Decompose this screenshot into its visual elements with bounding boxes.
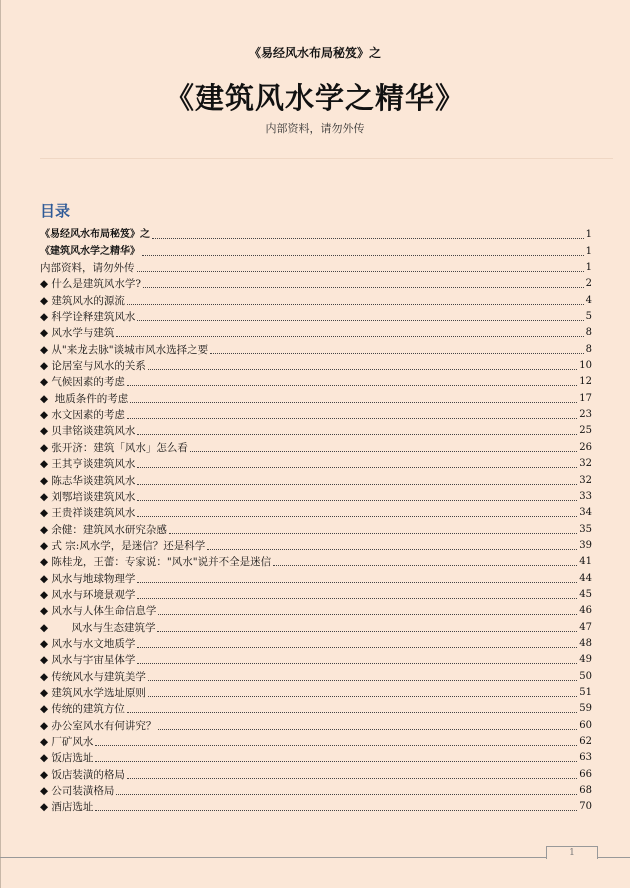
toc-entry[interactable] — [40, 667, 592, 683]
toc-entry-title: ◆ 建筑风水的源流 — [40, 294, 125, 307]
toc-entry-page: 34 — [579, 507, 592, 519]
toc-entry-page: 45 — [579, 588, 592, 600]
toc-dot-leader — [148, 368, 577, 370]
footer-divider — [0, 857, 546, 858]
toc-dot-leader — [127, 417, 577, 419]
toc-entry-title: 《易经风水布局秘笈》之 — [40, 229, 150, 241]
toc-dot-leader — [210, 352, 584, 354]
toc-entry-title: ◆ 风水与水文地质学 — [40, 637, 136, 650]
toc-dot-leader — [127, 384, 577, 386]
toc-dot-leader — [152, 237, 584, 239]
toc-entry-title: ◆ 什么是建筑风水学? — [40, 278, 142, 291]
toc-entry-page: 44 — [579, 572, 592, 584]
toc-dot-leader — [137, 597, 577, 599]
toc-entry-title: ◆ 饭店装潢的格局 — [40, 768, 125, 781]
toc-entry-page: 33 — [579, 490, 592, 502]
toc-dot-leader — [169, 532, 577, 534]
toc-entry-title: ◆ 传统风水与建筑美学 — [40, 670, 146, 683]
toc-entry[interactable] — [40, 684, 592, 700]
toc-entry-title: ◆ 风水与地球物理学 — [40, 572, 136, 585]
toc-dot-leader — [137, 466, 577, 468]
toc-entry-title: ◆ 论居室与风水的关系 — [40, 360, 146, 373]
toc-dot-leader — [143, 286, 584, 288]
toc-entry-title: ◆ 办公室风水有何讲究？ — [40, 719, 157, 732]
toc-entry-title: ◆ 张开济：建筑「风水」怎么看 — [40, 441, 188, 454]
toc-entry-page: 70 — [579, 801, 592, 813]
toc-entry[interactable] — [40, 373, 592, 389]
toc-entry-title: ◆ 饭店选址 — [40, 752, 94, 765]
toc-dot-leader — [127, 711, 577, 713]
toc-dot-leader — [137, 515, 577, 517]
toc-entry-title: ◆ 陈志华谈建筑风水 — [40, 474, 136, 487]
toc-entry-page: 41 — [579, 556, 592, 568]
toc-entry[interactable] — [40, 259, 592, 275]
toc-entry-page: 35 — [579, 523, 592, 535]
toc-entry-title: ◆ 从"来龙去脉"谈城市风水选择之要 — [40, 343, 209, 356]
toc-entry-title: ◆ 风水与生态建筑学 — [40, 621, 156, 634]
toc-entry-page: 39 — [579, 539, 592, 551]
toc-entry-title: ◆ 科学诠释建筑风水 — [40, 311, 136, 324]
toc-entry-title: ◆ 王其亨谈建筑风水 — [40, 458, 136, 471]
toc-entry-title: ◆ 式 宗:风水学，是迷信？还是科学 — [40, 539, 206, 552]
toc-entry[interactable] — [40, 618, 592, 634]
toc-dot-leader — [190, 450, 577, 452]
toc-entry-page: 8 — [585, 327, 592, 339]
toc-entry-page: 12 — [579, 376, 592, 388]
toc-entry[interactable] — [40, 406, 592, 422]
toc-entry[interactable] — [40, 488, 592, 504]
toc-entry[interactable] — [40, 438, 592, 454]
toc-entry[interactable] — [40, 455, 592, 471]
toc-entry-title: ◆ 厂矿风水 — [40, 736, 94, 748]
toc-entry[interactable] — [40, 340, 592, 356]
toc-entry-page: 63 — [579, 752, 592, 764]
header-divider — [40, 158, 613, 159]
footer-divider — [597, 857, 630, 858]
toc-entry[interactable] — [40, 389, 592, 405]
toc-entry-title: ◆ 风水与环境景观学 — [40, 588, 136, 601]
toc-entry-page: 26 — [579, 441, 592, 453]
toc-entry-page: 46 — [579, 605, 592, 617]
toc-dot-leader — [137, 662, 577, 664]
toc-entry[interactable] — [40, 537, 592, 553]
toc-dot-leader — [137, 483, 577, 485]
toc-dot-leader — [142, 254, 584, 256]
toc-dot-leader — [273, 564, 577, 566]
toc-dot-leader — [95, 809, 577, 811]
toc-entry[interactable] — [40, 782, 592, 798]
toc-entry[interactable] — [40, 651, 592, 667]
toc-dot-leader — [127, 303, 584, 305]
toc-dot-leader — [95, 744, 577, 746]
document-subtitle: 《易经风水布局秘笈》之 — [248, 46, 381, 60]
toc-entry-title: ◆ 酒店选址 — [40, 801, 94, 814]
toc-dot-leader — [148, 679, 577, 681]
toc-entry-title: ◆ 余健：建筑风水研究杂感 — [40, 523, 167, 536]
toc-entry-page: 4 — [585, 294, 592, 306]
toc-entry-page: 68 — [579, 785, 592, 797]
toc-entry[interactable] — [40, 733, 592, 749]
toc-entry[interactable] — [40, 422, 592, 438]
toc-dot-leader — [137, 433, 577, 435]
toc-entry-page: 59 — [579, 703, 592, 715]
toc-entry-title: 内部资料，请勿外传 — [40, 262, 135, 275]
toc-entry-page: 32 — [579, 474, 592, 486]
toc-dot-leader — [137, 270, 584, 272]
toc-entry-page: 48 — [579, 637, 592, 649]
toc-entry-page: 49 — [579, 654, 592, 666]
toc-entry[interactable] — [40, 700, 592, 716]
toc-entry[interactable] — [40, 749, 592, 765]
toc-entry[interactable] — [40, 765, 592, 781]
toc-entry-page: 47 — [579, 621, 592, 633]
document-title: 《建筑风水学之精华》 — [164, 81, 465, 115]
toc-dot-leader — [207, 548, 577, 550]
toc-entry-page: 25 — [579, 425, 592, 437]
toc-entry-page: 51 — [579, 686, 592, 698]
toc-entry-page: 50 — [579, 670, 592, 682]
document-header — [0, 44, 630, 61]
toc-entry[interactable] — [40, 308, 592, 324]
toc-entry-title: 《建筑风水学之精华》 — [40, 245, 140, 257]
toc-entry[interactable] — [40, 291, 592, 307]
toc-entry-page: 62 — [579, 736, 592, 747]
toc-dot-leader — [130, 401, 577, 403]
toc-dot-leader — [137, 499, 577, 501]
toc-entry-page: 1 — [585, 245, 592, 257]
toc-entry[interactable] — [40, 569, 592, 585]
toc-entry-title: ◆ 风水学与建筑 — [40, 327, 115, 340]
toc-entry-page: 23 — [579, 409, 592, 421]
toc-entry[interactable] — [40, 242, 592, 258]
toc-entry-title: ◆ 建筑风水学选址原则 — [40, 686, 146, 699]
toc-entry[interactable] — [40, 798, 592, 814]
toc-entry[interactable] — [40, 635, 592, 651]
toc-dot-leader — [157, 630, 577, 632]
toc-entry-page: 1 — [585, 262, 592, 274]
toc-entry[interactable] — [40, 553, 592, 569]
toc-entry[interactable] — [40, 275, 592, 291]
toc-heading: 目录 — [40, 202, 71, 220]
toc-entry[interactable] — [40, 357, 592, 373]
toc-entry[interactable] — [40, 716, 592, 732]
toc-entry[interactable] — [40, 226, 592, 242]
toc-dot-leader — [95, 760, 577, 762]
toc-entry-page: 10 — [579, 360, 592, 372]
toc-entry[interactable] — [40, 520, 592, 536]
toc-entry-page: 5 — [585, 311, 592, 323]
toc-entry-page: 32 — [579, 458, 592, 470]
confidential-note: 内部资料，请勿外传 — [265, 122, 365, 135]
toc-dot-leader — [158, 728, 577, 730]
toc-dot-leader — [137, 646, 577, 648]
toc-entry-page: 60 — [579, 719, 592, 731]
toc-entry[interactable] — [40, 324, 592, 340]
toc-entry-page: 1 — [585, 229, 592, 241]
toc-dot-leader — [158, 613, 577, 615]
toc-dot-leader — [116, 335, 583, 337]
toc-entry-title: ◆ 贝聿铭谈建筑风水 — [40, 425, 136, 438]
toc-dot-leader — [127, 777, 577, 779]
toc-dot-leader — [137, 581, 577, 583]
toc-entry[interactable] — [40, 504, 592, 520]
toc-dot-leader — [148, 695, 577, 697]
toc-entry[interactable] — [40, 586, 592, 602]
toc-entry[interactable] — [40, 602, 592, 618]
toc-entry-title: ◆ 风水与宇宙星体学 — [40, 654, 136, 667]
toc-entry-title: ◆ 王贵祥谈建筑风水 — [40, 507, 136, 520]
toc-entry-title: ◆ 刘鄂培谈建筑风水 — [40, 490, 136, 503]
toc-entry-title: ◆ 公司装潢格局 — [40, 785, 115, 798]
toc-entry-title: ◆ 风水与人体生命信息学 — [40, 605, 157, 618]
page-number: 1 — [546, 846, 598, 859]
toc-dot-leader — [137, 319, 583, 321]
toc-dot-leader — [116, 793, 577, 795]
toc-entry-title: ◆ 气候因素的考虑 — [40, 376, 125, 389]
toc-entry-title: ◆ 水文因素的考虑 — [40, 409, 125, 422]
toc-entry-title: ◆ 陈桂龙，王蕾：专家说："风水"说并不全是迷信 — [40, 556, 272, 569]
toc-entry-title: ◆ 传统的建筑方位 — [40, 703, 125, 716]
toc-entry-page: 17 — [579, 392, 592, 404]
toc-entry-page: 8 — [585, 343, 592, 355]
toc-entry-page: 2 — [585, 278, 592, 290]
toc-entry[interactable] — [40, 471, 592, 487]
table-of-contents — [40, 226, 592, 814]
toc-entry-page: 66 — [579, 768, 592, 780]
toc-entry-title: ◆ 地质条件的考虑 — [40, 392, 129, 405]
